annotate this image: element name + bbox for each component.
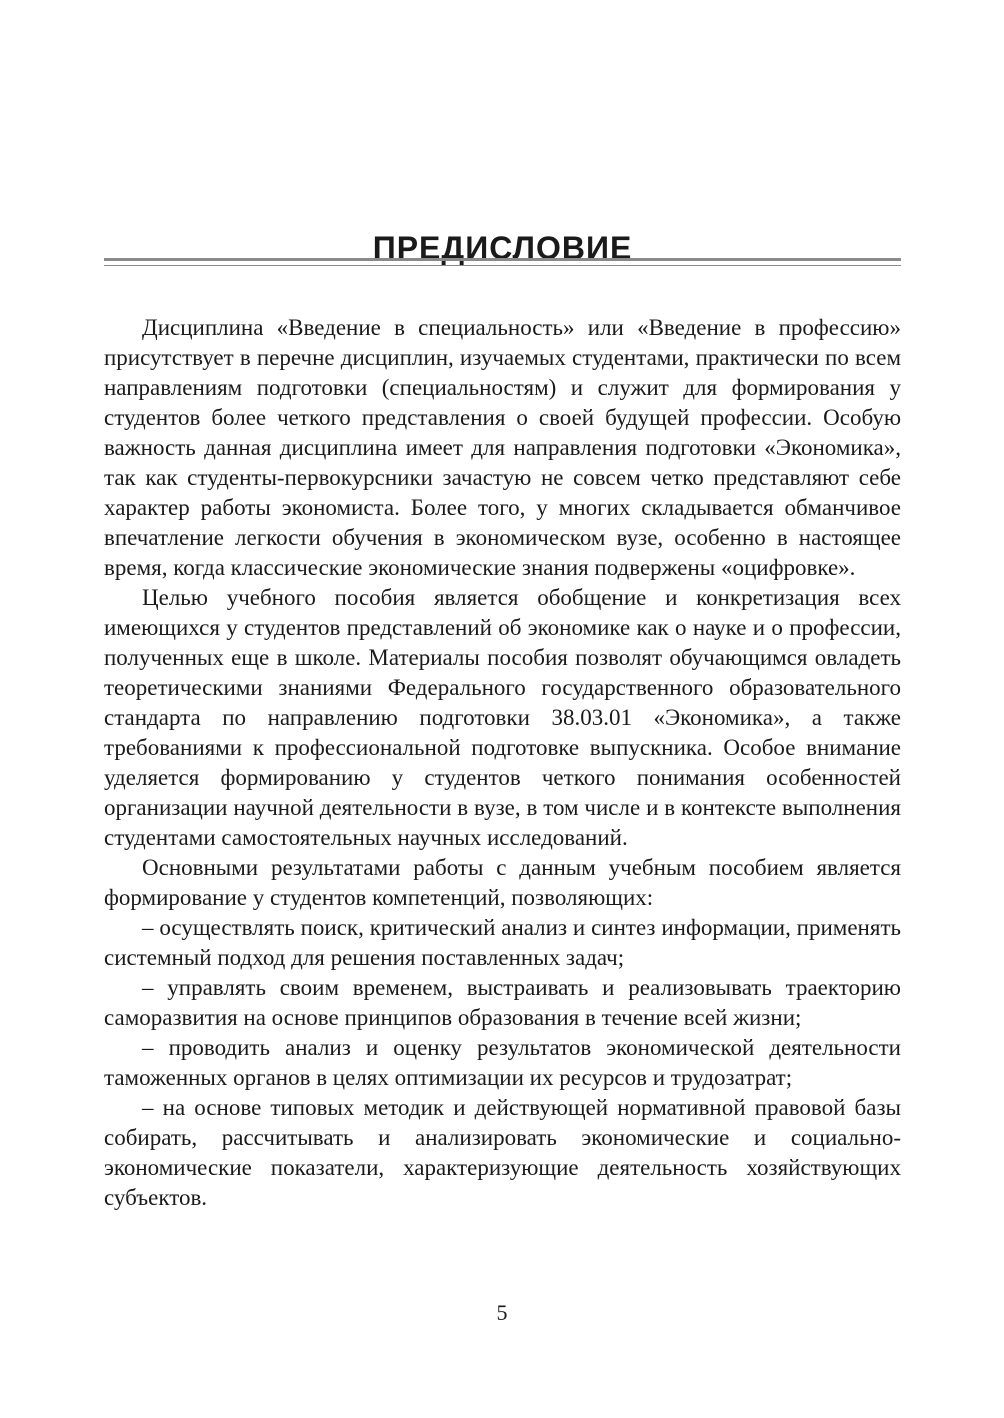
title-divider-thick [104, 258, 901, 261]
list-item-competence-1: – осуществлять поиск, критический анализ и синтез информации, применять системный подход для решения поставленных задач; [104, 915, 901, 970]
paragraph-intro: Дисциплина «Введение в специальность» или «Введение в профессию» присутствует в перечне дисциплин, изучаемых студентами, практически по всем направлениям подготовки (специальностям) и служит для формирования у студентов более четкого представления о своей будущей профессии. Особую важность данная дисциплина имеет для направления подготовки «Экономика», так как студенты-первокурсники зачастую не совсем четко представляют себе характер работы экономиста. Более того, у многих складывается обманчивое впечатление легкости обучения в экономическом вузе, особенно в настоящее время, когда классические экономические знания подвержены «оцифровке». [104, 315, 901, 580]
title-divider-thin [104, 265, 901, 266]
list-item-competence-4: – на основе типовых методик и действующей нормативной правовой базы собирать, рассчитывать и анализировать экономические и социально-экономические показатели, характеризующие деятельность хозяйствующих субъектов. [104, 1095, 901, 1210]
page-title: ПРЕДИСЛОВИЕ [372, 230, 633, 267]
paragraph-goal: Целью учебного пособия является обобщение и конкретизация всех имеющихся у студентов представлений об экономике как о науке и о профессии, полученных еще в школе. Материалы пособия позволят обучающимся овладеть теоретическими знаниями Федерального государственного образовательного стандарта по направлению подготовки 38.03.01 «Экономика», а также требованиями к профессиональной подготовке выпускника. Особое внимание уделяется формированию у студентов четкого понимания особенностей организации научной деятельности в вузе, в том числе и в контексте выполнения студентами самостоятельных научных исследований. [104, 585, 901, 850]
preface-body [104, 313, 901, 1213]
paragraph-results: Основными результатами работы с данным учебным пособием является формирование у студентов компетенций, позволяющих: [104, 855, 901, 910]
list-item-competence-2: – управлять своим временем, выстраивать и реализовывать траекторию саморазвития на основе принципов образования в течение всей жизни; [104, 975, 901, 1030]
page-number: 5 [496, 1300, 508, 1325]
list-item-competence-3: – проводить анализ и оценку результатов экономической деятельности таможенных органов в целях оптимизации их ресурсов и трудозатрат; [104, 1035, 901, 1090]
